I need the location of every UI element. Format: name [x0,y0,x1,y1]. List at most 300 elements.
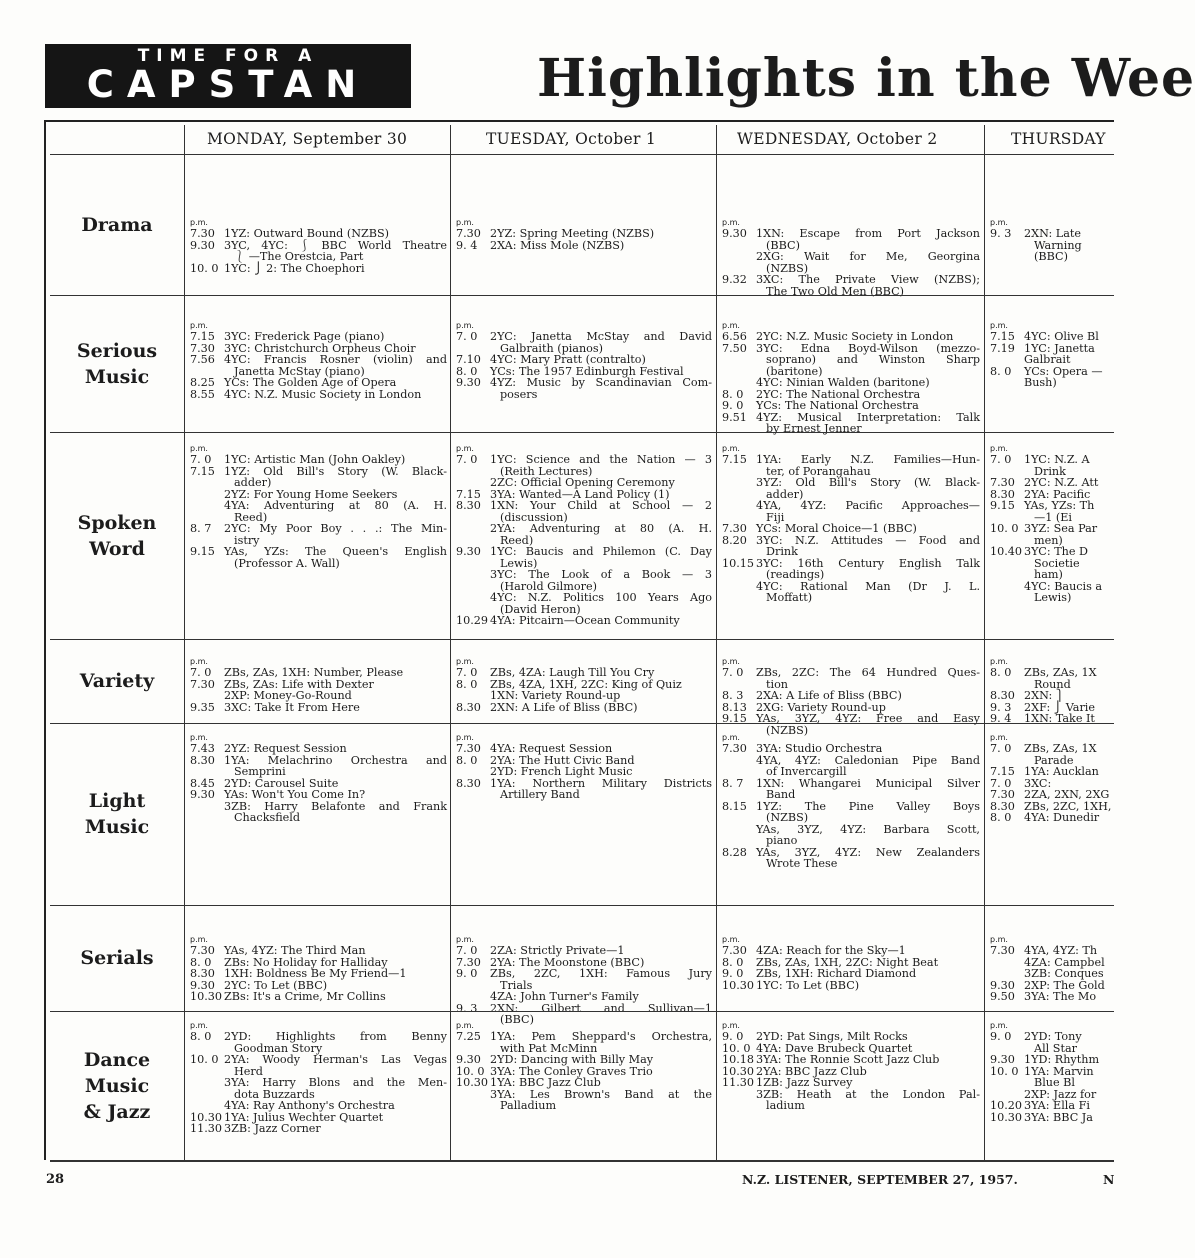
programme-time: 8.30 [190,967,215,980]
schedule-cell-variety-thursday [990,657,1114,725]
programme-entry [990,377,1114,389]
programme-text [490,968,712,991]
programme-text [1024,1066,1114,1089]
pm-label: p.m. [990,733,1008,742]
programme-line: 2XG: Wait for Me, Georgina [756,250,980,263]
advert-line-2: CAPSTAN [86,63,370,106]
programme-line: 2XN: Late [1024,227,1082,240]
programme-line: men) [1034,533,1063,547]
programme-text [756,824,980,847]
programme-line: 2XN: Gilbert and Sullivan—1 [490,1001,712,1015]
programme-entry [190,228,447,240]
programme-text [490,240,712,252]
programme-line: Chacksfield [234,811,301,824]
programme-entry [990,228,1114,263]
programme-entry [990,454,1114,477]
pm-label: p.m. [456,1021,474,1030]
pm-label: p.m. [190,657,208,666]
programme-time: 7.30 [190,944,215,957]
programme-time: 7.15 [990,765,1015,778]
programme-entry [990,690,1114,702]
programme-text [756,500,980,523]
programme-text [490,615,712,627]
programme-entry [990,667,1114,690]
programme-time [722,477,756,500]
programme-line: ZBs, 2ZC, 1XH, [1024,799,1112,813]
programme-time: 7.15 [722,453,747,466]
programme-time: 9.30 [456,376,481,389]
programme-text [490,766,712,778]
programme-time: 7.30 [456,742,481,755]
programme-line: (David Heron) [500,602,581,616]
programme-line: 1YC: To Let (BBC) [756,978,860,992]
programme-line: 1YC: Science and the Nation — 3 [490,453,712,466]
programme-time [190,500,224,523]
pm-label: p.m. [190,444,208,453]
programme-text [756,477,980,500]
programme-line: 1YA: Aucklan [1024,765,1099,778]
pm-label: p.m. [990,657,1008,666]
programme-time [722,755,756,778]
programme-entry [722,755,980,778]
programme-text [490,228,712,240]
row-divider [50,295,1114,296]
programme-line: ZBs, ZAs: Life with Dexter [224,677,374,691]
programme-time: 10.20 [990,1099,1023,1112]
programme-time: 8. 0 [190,955,212,969]
programme-entry [190,1031,447,1054]
programme-text [224,801,447,824]
programme-entry [456,766,712,778]
programme-text [1024,690,1114,702]
programme-time: 9.15 [190,545,215,558]
programme-text [756,1054,980,1066]
programme-text [224,546,447,569]
programme-time: 8.30 [990,487,1015,501]
programme-text [224,743,447,755]
programme-entry [990,546,1114,581]
programme-line: 4YC: Ninian Walden (baritone) [756,376,930,389]
programme-line: Lewis) [500,556,538,570]
programme-line: —1 (Ei [1034,510,1072,524]
programme-line: 3YC: N.Z. Attitudes — Food and [756,533,980,547]
pm-label: p.m. [190,733,208,742]
day-header-thursday: THURSDAY [1011,130,1106,148]
programme-text [490,477,712,489]
programme-line: YAs, 3YZ, 4YZ: New Zealanders [756,845,980,859]
programme-line: Reed) [500,533,534,547]
programme-entry [190,743,447,755]
programme-time: 7.30 [990,944,1015,957]
programme-time: 8.20 [722,533,747,547]
programme-line: (baritone) [766,364,823,378]
programme-line: 4YC: Mary Pratt (contralto) [490,353,646,366]
programme-time [990,581,1024,604]
programme-line: 3YA: Wanted—A Land Policy (1) [490,487,670,501]
schedule-cell-variety-monday [190,657,447,713]
programme-entry [722,581,980,604]
programme-text [224,500,447,523]
programme-entry [190,789,447,801]
category-label-variety: Variety [79,670,155,692]
next-page-initial: N [1103,1172,1115,1187]
day-header-monday: MONDAY, September 30 [207,130,408,148]
programme-text [1024,331,1114,343]
programme-time: 8.55 [190,387,215,401]
programme-line: 2YC: My Poor Boy . . .: The Min- [224,522,447,535]
programme-line: (Professor A. Wall) [234,556,340,570]
programme-line: ZBs: It's a Crime, Mr Collins [224,990,386,1003]
schedule-cell-light-music-monday [190,733,447,824]
row-divider [50,1011,1114,1012]
programme-time: 7.30 [456,955,481,969]
programme-text [224,331,447,343]
programme-time: 8.30 [190,753,215,767]
programme-line: ZBs, 4ZA, 1XH, 2ZC: King of Quiz [490,677,682,691]
programme-entry [190,466,447,489]
programme-entry [456,377,712,400]
programme-time [456,690,490,702]
programme-time: 7.30 [456,227,481,240]
programme-line: Fiji [766,510,785,524]
schedule-cell-spoken-word-monday [190,444,447,569]
programme-line: Goodman Story [234,1041,323,1055]
programme-text [490,454,712,477]
programme-entry [722,228,980,251]
programme-text [756,1089,980,1112]
programme-time: 8.30 [456,499,481,512]
programme-line: 2XG: Variety Round-up [756,700,886,714]
programme-text [1024,968,1114,980]
programme-text [1024,377,1114,389]
programme-text [490,945,712,957]
schedule-cell-serials-wednesday [722,935,980,991]
programme-text [756,667,980,690]
programme-text [756,847,980,870]
schedule-cell-drama-monday [190,218,447,274]
programme-time [190,489,224,501]
programme-line: piano [766,834,798,847]
programme-entry [990,1112,1114,1124]
programme-time: 9.35 [190,700,215,714]
programme-line: 1YC: Baucis and Philemon (C. Day [490,545,712,558]
programme-time [456,477,490,489]
programme-entry [722,824,980,847]
programme-line: ZBs, 1XH: Richard Diamond [756,967,917,980]
programme-text [224,263,447,275]
programme-text [756,690,980,702]
programme-text [1024,477,1114,489]
programme-line: 3YC: 16th Century English Talk [756,556,980,570]
programme-line: istry [234,533,260,547]
programme-line: 2YC: To Let (BBC) [224,978,328,992]
programme-text [756,274,980,297]
programme-time: 7. 0 [190,666,212,679]
programme-entry [722,477,980,500]
programme-time [722,1089,756,1112]
programme-time [990,968,1024,980]
programme-line: 2YA: Woody Herman's Las Vegas [224,1053,447,1066]
programme-entry [722,980,980,992]
programme-line: 1YZ: Old Bill's Story (W. Black- [224,464,447,478]
category-label-serials: Serials [80,947,154,969]
programme-text [490,1089,712,1112]
schedule-cell-drama-thursday [990,218,1114,263]
programme-line: 4YC: N.Z. Politics 100 Years Ago [490,591,712,604]
programme-line: (Reith Lectures) [500,464,593,478]
pm-label: p.m. [722,1021,740,1030]
programme-text [756,945,980,957]
programme-line: The Two Old Men (BBC) [766,284,905,298]
programme-text [490,546,712,569]
programme-text [224,377,447,389]
programme-text [756,377,980,389]
programme-line: YAs, 3YZ, 4YZ: Free and Easy [756,712,980,725]
programme-time: 7. 0 [456,666,478,679]
row-divider [50,432,1114,433]
programme-entry [456,1077,712,1089]
programme-entry [990,581,1114,604]
programme-line: 1YA: Early N.Z. Families—Hun- [756,453,980,466]
programme-line: YCs: The National Orchestra [756,399,919,412]
programme-entry [722,454,980,477]
programme-line: 2XN: ⎫ [1024,689,1065,702]
programme-entry [190,690,447,702]
programme-text [490,523,712,546]
programme-time [190,1100,224,1112]
schedule-cell-serious-music-thursday [990,321,1114,389]
programme-text [490,667,712,679]
programme-time: 10.30 [722,978,755,992]
schedule-cell-dance-music-jazz-wednesday [722,1021,980,1112]
programme-line: 4YA: Dunedir [1024,811,1100,824]
programme-line: (readings) [766,568,825,581]
programme-text [756,228,980,251]
programme-entry [190,1123,447,1135]
programme-entry [456,240,712,252]
programme-line: 1ZB: Jazz Survey [756,1076,853,1089]
day-header-wednesday: WEDNESDAY, October 2 [737,130,938,148]
programme-entry [190,354,447,377]
programme-time: 9.15 [990,499,1015,512]
programme-line: ZBs, ZAs, 1XH, 2ZC: Night Beat [756,955,939,969]
programme-entry [456,945,712,957]
programme-text [224,1077,447,1100]
programme-text [756,755,980,778]
programme-line: (NZBS) [766,811,809,824]
programme-line: 2XN: A Life of Bliss (BBC) [490,700,638,714]
programme-entry [990,477,1114,489]
programme-entry [190,240,447,263]
programme-time [990,377,1024,389]
programme-text [490,500,712,523]
programme-entry [456,331,712,354]
programme-text [224,789,447,801]
programme-line: ZBs, ZAs, 1XH: Number, Please [224,666,404,679]
programme-line: 3XC: [1024,776,1052,790]
schedule-cell-light-music-wednesday [722,733,980,870]
programme-text [1024,1112,1114,1124]
programme-line: 4YC: Baucis a [1024,579,1103,593]
programme-entry [190,755,447,778]
programme-text [224,667,447,679]
programme-line: 3YZ: Sea Par [1024,522,1098,535]
schedule-cell-serious-music-wednesday [722,321,980,435]
programme-time: 9.30 [456,545,481,558]
programme-line: 2YC: N.Z. Music Society in London [756,330,954,343]
schedule-cell-dance-music-jazz-tuesday [456,1021,712,1112]
programme-line: 1XN: Your Child at School — 2 [490,499,712,512]
programme-time: 9.15 [722,712,747,725]
pm-label: p.m. [722,657,740,666]
programme-entry [990,1066,1114,1089]
programme-text [490,377,712,400]
programme-line: ZBs, 2ZC, 1XH: Famous Jury [490,967,712,980]
programme-entry [722,1031,980,1043]
programme-line: Lewis) [1034,591,1072,604]
programme-entry [722,801,980,824]
top-rule [44,120,1114,122]
programme-entry [456,743,712,755]
programme-line: 2YA: The Hutt Civic Band [490,753,635,767]
programme-line: 3YA: The Mo [1024,990,1097,1003]
programme-entry [722,847,980,870]
programme-time: 8. 7 [722,776,744,790]
programme-line: Janetta McStay (piano) [234,364,365,378]
programme-entry [722,343,980,378]
programme-time [990,957,1024,969]
programme-time: 7. 0 [990,776,1012,790]
programme-line: YAs: Won't You Come In? [224,788,366,801]
programme-time: 7.15 [990,330,1015,343]
programme-time [456,1089,490,1112]
programme-line: 1YZ: The Pine Valley Boys [756,799,980,813]
programme-line: 1YC: Artistic Man (John Oakley) [224,453,406,466]
programme-entry [190,702,447,714]
programme-line: ZBs, ZAs, 1X [1024,742,1097,755]
programme-line: 4YA, 4YZ: Pacific Approaches— [756,499,980,512]
programme-time [722,377,756,389]
programme-time: 9.30 [990,978,1015,992]
programme-line: 4YA: Adventuring at 80 (A. H. [224,499,447,512]
programme-time: 8. 0 [456,753,478,767]
programme-time: 8. 0 [990,666,1012,679]
programme-text [1024,546,1114,581]
programme-text [490,1054,712,1066]
programme-time: 10.30 [190,1110,223,1124]
programme-line: 4YC: N.Z. Music Society in London [224,387,422,401]
programme-time: 11.30 [722,1076,755,1089]
programme-line: 2XA: Miss Mole (NZBS) [490,238,625,252]
schedule-cell-drama-tuesday [456,218,712,251]
programme-line: 3YC: The D [1024,545,1089,558]
programme-entry [722,535,980,558]
programme-text [490,569,712,592]
programme-line: ter, of Porangahau [766,464,871,478]
programme-line: 3YC, 4YC: ⎰ BBC World Theatre [224,238,447,252]
programme-line: ZBs, ZAs, 1X [1024,666,1097,679]
programme-entry [190,945,447,957]
programme-text [490,702,712,714]
programme-time: 7. 0 [990,453,1012,466]
pm-label: p.m. [456,657,474,666]
pm-label: p.m. [990,1021,1008,1030]
programme-time: 9.30 [990,1053,1015,1066]
programme-time: 7. 0 [456,330,478,343]
programme-line: 1YD: Rhythm [1024,1053,1100,1066]
programme-time: 8. 0 [190,1030,212,1043]
programme-entry [456,477,712,489]
programme-text [490,743,712,755]
publication-line: N.Z. LISTENER, SEPTEMBER 27, 1957. [742,1172,1018,1187]
programme-line: 4ZA: Reach for the Sky—1 [756,944,906,957]
advert-line-1: TIME FOR A [137,46,319,66]
programme-line: 1XN: Take It [1024,712,1095,725]
programme-text [756,980,980,992]
programme-line: (BBC) [500,1013,534,1026]
pm-label: p.m. [722,733,740,742]
programme-time: 9. 3 [456,1001,478,1015]
programme-line: 2XF: ⎭ Varie [1024,700,1095,714]
programme-time: 8. 7 [190,522,212,535]
programme-time [456,766,490,778]
day-header-tuesday: TUESDAY, October 1 [486,130,657,148]
programme-line: 2YD: Carousel Suite [224,776,339,790]
schedule-grid [50,125,1114,1160]
programme-line: 4YA, 4YZ: Th [1024,944,1098,957]
programme-time: 10.30 [722,1064,755,1078]
programme-text [224,354,447,377]
programme-line: ham) [1034,568,1063,581]
category-label-drama: Drama [81,213,153,236]
programme-text [1024,812,1114,824]
programme-text [756,251,980,274]
programme-line: Semprini [234,765,286,778]
programme-time: 9. 0 [722,1030,744,1043]
column-divider [984,125,985,1160]
programme-line: 3YC: Edna Boyd-Wilson (mezzo- [756,341,980,355]
programme-line: ZBs, 2ZC: The 64 Hundred Ques- [756,666,980,679]
programme-line: YAs, 4YZ: The Third Man [224,944,366,957]
programme-text [224,523,447,546]
programme-time [722,824,756,847]
programme-text [1024,581,1114,604]
programme-time [190,690,224,702]
programme-time [456,991,490,1003]
programme-entry [990,523,1114,546]
programme-time: 9.30 [190,238,215,252]
programme-entry [456,569,712,592]
programme-text [756,331,980,343]
programme-entry [190,263,447,275]
programme-line: 2XP: Money-Go-Round [224,689,352,702]
programme-time: 9. 4 [456,238,478,252]
programme-line: 1YA: Pem Sheppard's Orchestra, [490,1030,712,1043]
programme-entry [190,389,447,401]
programme-line: Artillery Band [500,788,580,801]
programme-line: Palladium [500,1099,557,1112]
programme-entry [722,1089,980,1112]
programme-line: 4YC: Francis Rosner (violin) and [224,353,447,366]
programme-line: with Pat McMinn [500,1041,598,1055]
programme-entry [990,1031,1114,1054]
page-headline: Highlights in the Wee [537,48,1195,109]
programme-line: Moffatt) [766,591,813,604]
programme-entry [190,377,447,389]
programme-time: 7.30 [190,227,215,240]
programme-time [456,569,490,592]
schedule-cell-serials-monday [190,935,447,1003]
